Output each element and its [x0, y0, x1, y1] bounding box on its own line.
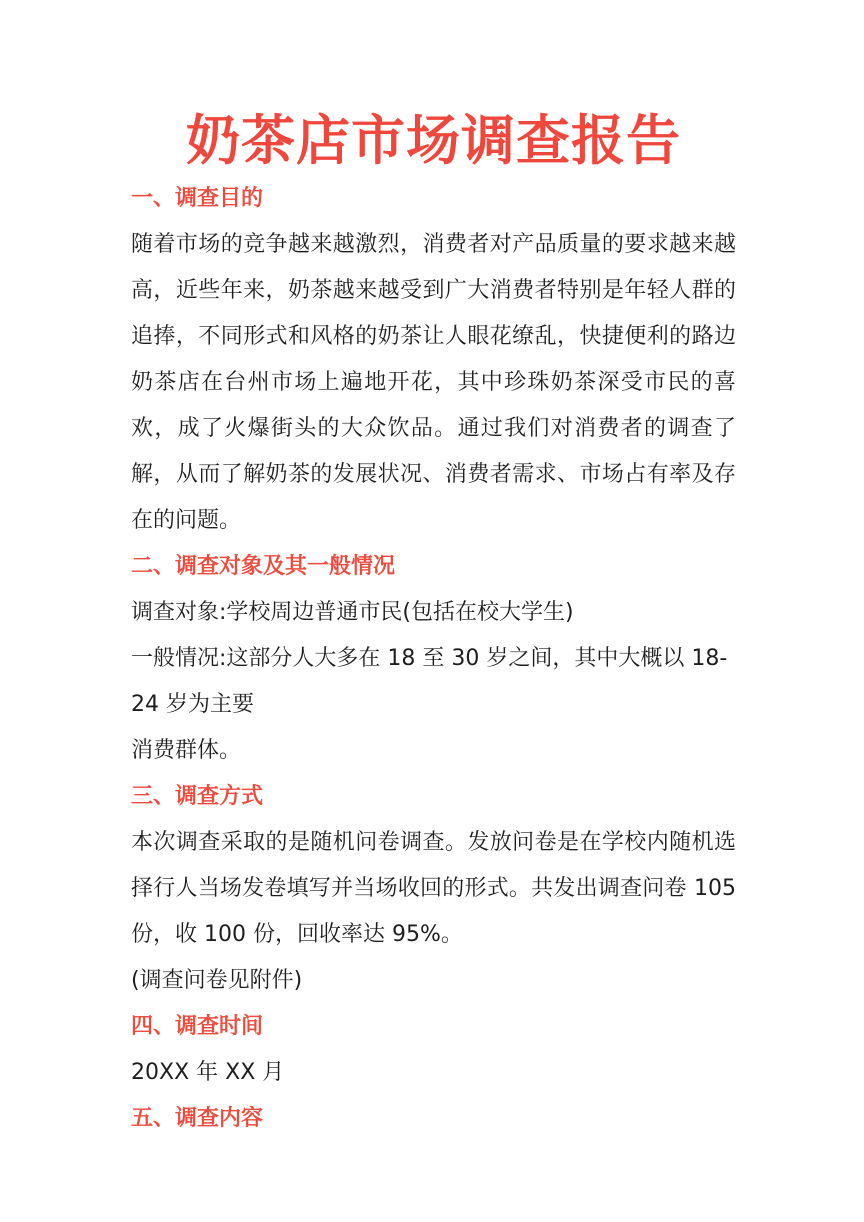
section-method-paragraph: 本次调查采取的是随机问卷调查。发放问卷是在学校内随机选择行人当场发卷填写并当场收回的形式。共发出调查问卷 105 份，收 100 份，回收率达 95%。 [131, 830, 736, 947]
section-heading-purpose: 一、调查目的 [131, 186, 264, 211]
section-subjects-paragraph-target: 调查对象:学校周边普通市民(包括在校大学生) [131, 600, 574, 625]
section-method [131, 774, 736, 1004]
section-method-attachment-note: (调查问卷见附件) [131, 968, 303, 993]
section-time-paragraph: 20XX 年 XX 月 [131, 1060, 285, 1085]
section-subjects-paragraph-general: 一般情况:这部分人大多在 18 至 30 岁之间，其中大概以 18-24 岁为主要 [131, 646, 728, 717]
section-subjects [131, 544, 736, 774]
section-heading-subjects: 二、调查对象及其一般情况 [131, 554, 396, 579]
section-time [131, 1004, 736, 1096]
section-content [131, 1096, 736, 1142]
document-title: 奶茶店市场调查报告 [186, 109, 681, 172]
section-heading-content: 五、调查内容 [131, 1106, 264, 1131]
section-heading-method: 三、调查方式 [131, 784, 264, 809]
section-subjects-paragraph-group: 消费群体。 [131, 738, 242, 763]
section-purpose [131, 176, 736, 544]
section-heading-time: 四、调查时间 [131, 1014, 264, 1039]
section-purpose-paragraph: 随着市场的竞争越来越激烈，消费者对产品质量的要求越来越高，近些年来，奶茶越来越受到广大消费者特别是年轻人群的追捧，不同形式和风格的奶茶让人眼花缭乱，快捷便利的路边奶茶店在台州市场上遍地开花，其中珍珠奶茶深受市民的喜欢，成了火爆街头的大众饮品。通过我们对消费者的调查了解，从而了解奶茶的发展状况、消费者需求、市场占有率及存在的问题。 [131, 232, 736, 533]
